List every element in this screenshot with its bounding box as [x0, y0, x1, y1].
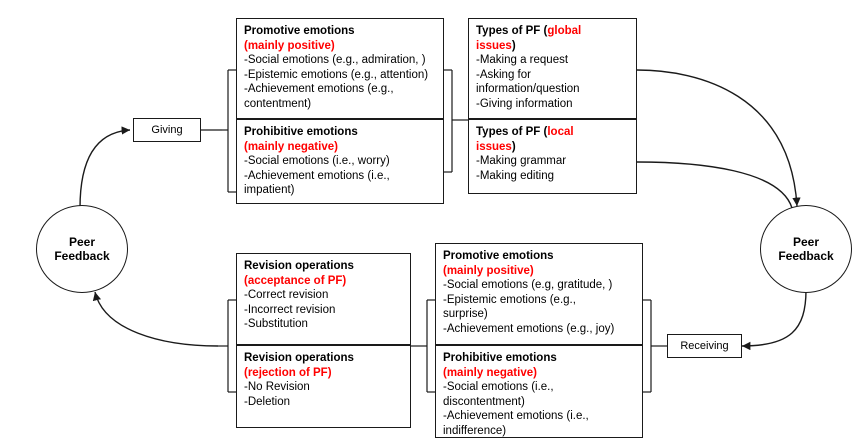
revision-acceptance-title: Revision operations: [244, 260, 354, 272]
peer-feedback-left-line1: Peer: [68, 235, 96, 249]
receiving-promotive-line-4: -Achievement emotions (e.g., joy): [443, 322, 615, 335]
peer-feedback-right-line1: Peer: [792, 235, 820, 249]
pf-global-title-end: ): [511, 39, 516, 52]
giving-prohibitive-line-1: -Social emotions (i.e., worry): [244, 155, 390, 167]
box-receiving-prohibitive[interactable]: [435, 345, 643, 438]
peer-feedback-right-line2: Feedback: [778, 249, 834, 263]
giving-promotive-title: Promotive emotions: [244, 25, 355, 37]
peer-feedback-left-line2: Feedback: [54, 249, 110, 263]
revision-acceptance-line-2: -Incorrect revision: [244, 303, 336, 316]
revision-rejection-line-1: -No Revision: [244, 381, 310, 393]
receiving-promotive-line-3: surprise): [443, 308, 488, 320]
pf-global-heading2: [476, 39, 630, 54]
receiving-prohibitive-line-2: discontentment): [443, 395, 525, 408]
receiving-prohibitive-line-1: -Social emotions (i.e.,: [443, 381, 554, 393]
giving-promotive-line-3: -Achievement emotions (e.g.,: [244, 83, 394, 95]
pf-local-line-2: -Making editing: [476, 169, 554, 182]
giving-prohibitive-subtitle: (mainly negative): [244, 140, 338, 153]
giving-prohibitive-line-3: impatient): [244, 184, 295, 196]
pf-local-subtitle2: issues: [476, 140, 512, 153]
pf-global-subtitle: global: [547, 25, 582, 37]
pf-global-heading: [476, 24, 630, 39]
pf-global-line-4: -Giving information: [476, 97, 573, 110]
pf-local-subtitle: local: [547, 126, 574, 138]
revision-acceptance-line-1: -Correct revision: [244, 289, 329, 301]
box-pf-global[interactable]: [468, 18, 637, 119]
giving-prohibitive-line-2: -Achievement emotions (i.e.,: [244, 169, 390, 182]
node-peer-feedback-left[interactable]: [36, 205, 128, 293]
giving-prohibitive-title: Prohibitive emotions: [244, 126, 358, 138]
pf-local-heading2: [476, 140, 630, 155]
box-revision-acceptance[interactable]: [236, 253, 411, 345]
box-giving-promotive[interactable]: [236, 18, 444, 119]
revision-rejection-title: Revision operations: [244, 352, 354, 364]
pf-local-title-end: ): [511, 140, 516, 153]
giving-promotive-subtitle: (mainly positive): [244, 39, 335, 52]
receiving-prohibitive-line-3: -Achievement emotions (i.e.,: [443, 410, 589, 422]
giving-label: Giving: [151, 124, 183, 136]
giving-promotive-line-4: contentment): [244, 97, 312, 110]
receiving-prohibitive-title: Prohibitive emotions: [443, 352, 557, 364]
receiving-promotive-title: Promotive emotions: [443, 250, 554, 262]
giving-promotive-line-1: -Social emotions (e.g., admiration, ): [244, 54, 426, 66]
receiving-promotive-line-2: -Epistemic emotions (e.g.,: [443, 293, 576, 306]
revision-acceptance-line-3: -Substitution: [244, 318, 308, 330]
receiving-prohibitive-line-4: indifference): [443, 424, 507, 437]
revision-rejection-line-2: -Deletion: [244, 395, 291, 408]
giving-promotive-line-2: -Epistemic emotions (e.g., attention): [244, 68, 429, 81]
box-giving-prohibitive[interactable]: [236, 119, 444, 204]
box-revision-rejection[interactable]: [236, 345, 411, 428]
pf-local-heading: [476, 125, 630, 140]
pf-global-line-3: information/question: [476, 83, 580, 95]
receiving-prohibitive-subtitle: (mainly negative): [443, 366, 537, 379]
box-pf-local[interactable]: [468, 119, 637, 194]
receiving-label: Receiving: [680, 340, 729, 352]
box-receiving-promotive[interactable]: [435, 243, 643, 345]
pf-local-line-1: -Making grammar: [476, 155, 567, 167]
pf-global-subtitle2: issues: [476, 39, 512, 52]
revision-acceptance-subtitle: (acceptance of PF): [244, 274, 347, 287]
pf-global-title: Types of PF (: [476, 25, 548, 37]
pf-global-line-2: -Asking for: [476, 68, 531, 81]
node-peer-feedback-right[interactable]: [760, 205, 852, 293]
node-receiving[interactable]: [667, 334, 742, 358]
receiving-promotive-line-1: -Social emotions (e.g, gratitude, ): [443, 279, 613, 291]
pf-global-line-1: -Making a request: [476, 54, 569, 66]
receiving-promotive-subtitle: (mainly positive): [443, 264, 534, 277]
pf-local-title: Types of PF (: [476, 126, 548, 138]
revision-rejection-subtitle: (rejection of PF): [244, 366, 332, 379]
node-giving[interactable]: [133, 118, 201, 142]
